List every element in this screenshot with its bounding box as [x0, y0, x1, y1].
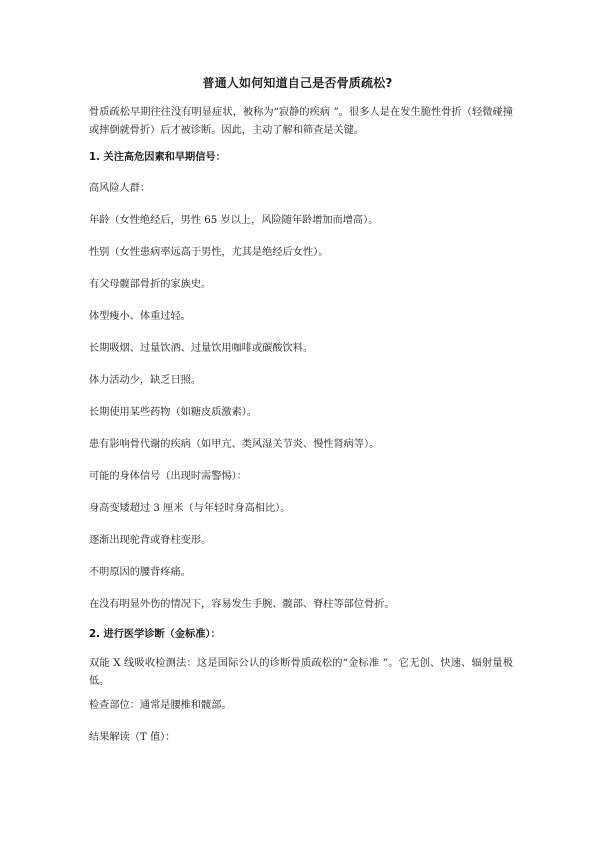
- risk-group-label: 高风险人群：: [89, 183, 151, 194]
- dxa-paragraph: 双能 X 线吸收检测法：这是国际公认的诊断骨质疏松的“金标准 ”。它无创、快速、辐射量极低。: [89, 658, 513, 687]
- section-2-heading: 2. 进行医学诊断（金标准）：: [89, 629, 221, 640]
- risk-item-diseases: 患有影响骨代谢的疾病（如甲亢、类风湿关节炎、慢性肾病等）。: [89, 439, 380, 450]
- document-title: 普通人如何知道自己是否骨质疏松?: [202, 76, 393, 90]
- risk-item-medication: 长期使用某些药物（如糖皮质激素）。: [89, 407, 258, 418]
- risk-item-activity: 体力活动少，缺乏日照。: [89, 375, 202, 386]
- body-signals-label: 可能的身体信号（出现时需警惕）：: [89, 471, 247, 482]
- risk-item-body-type: 体型瘦小、体重过轻。: [89, 311, 191, 322]
- risk-item-family-history: 有父母髋部骨折的家族史。: [89, 279, 212, 290]
- check-site-paragraph: 检查部位：通常是腰椎和髋部。: [89, 700, 232, 711]
- section-1-heading: 1. 关注高危因素和早期信号：: [89, 152, 226, 163]
- signal-item-back-pain: 不明原因的腰背疼痛。: [89, 567, 191, 578]
- risk-item-habits: 长期吸烟、过量饮酒、过量饮用咖啡或碳酸饮料。: [89, 343, 314, 354]
- signal-item-fracture: 在没有明显外伤的情况下，容易发生手腕、髋部、脊柱等部位骨折。: [89, 599, 395, 610]
- t-score-paragraph: 结果解读（T 值）：: [89, 732, 176, 743]
- intro-paragraph: 骨质疏松早期往往没有明显症状，被称为“寂静的疾病 ”。很多人是在发生脆性骨折（轻微碰撞或摔倒就骨折）后才被诊断。因此，主动了解和筛查是关键。: [89, 107, 513, 136]
- signal-item-height: 身高变矮超过 3 厘米（与年轻时身高相比）。: [89, 503, 291, 514]
- signal-item-spine: 逐渐出现驼背或脊柱变形。: [89, 535, 212, 546]
- risk-item-age: 年龄（女性绝经后，男性 65 岁以上，风险随年龄增加而增高）。: [89, 215, 379, 226]
- risk-item-gender: 性别（女性患病率远高于男性，尤其是绝经后女性）。: [89, 247, 329, 258]
